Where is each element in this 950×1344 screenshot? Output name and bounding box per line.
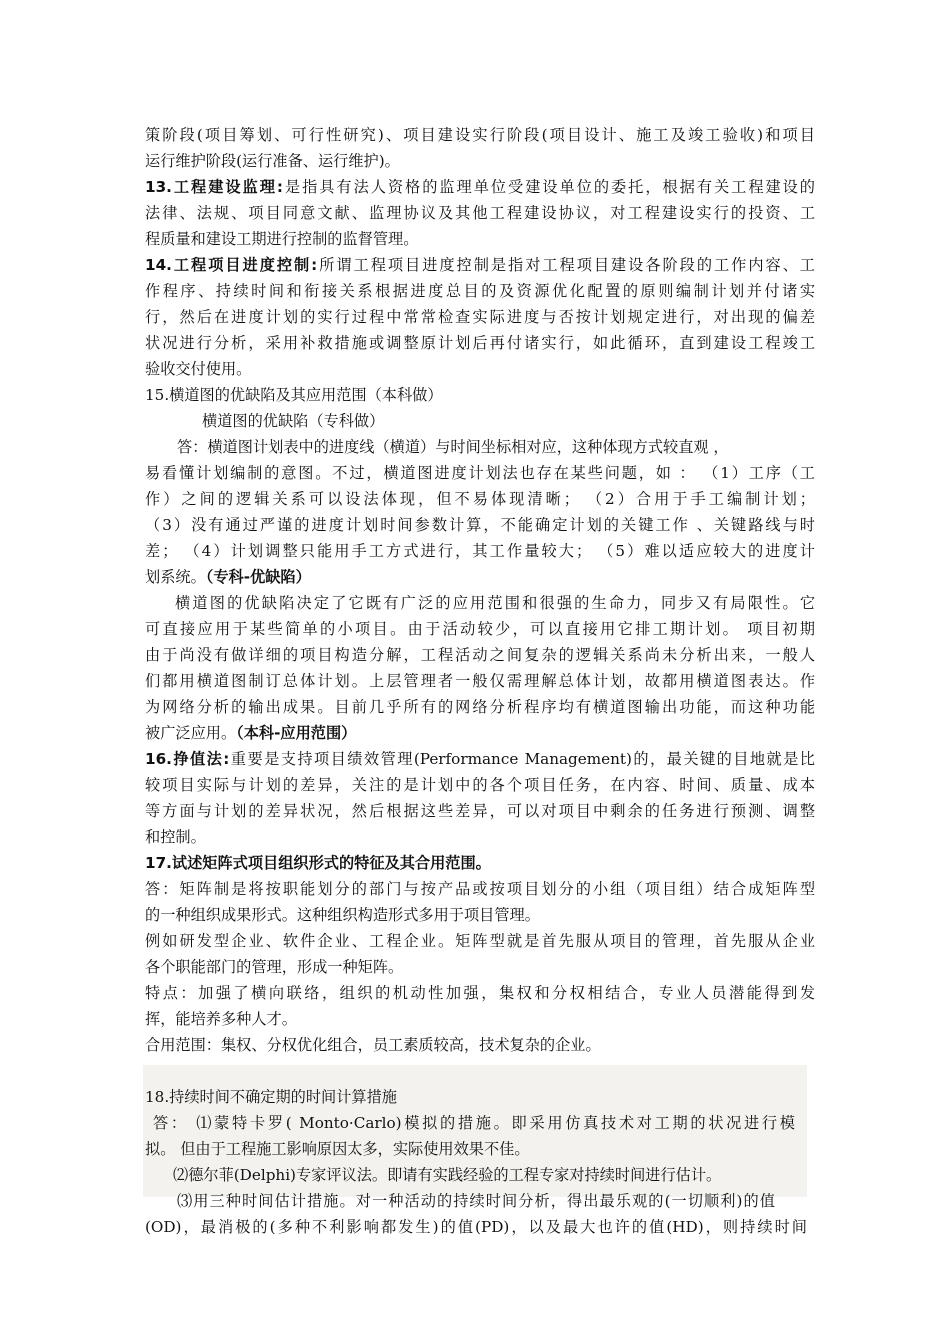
- text-line: [145, 616, 815, 642]
- line-text: 是指具有法人资格的监理单位受建设单位的委托，根据有关工程建设的: [282, 178, 815, 196]
- line-text: 答：矩阵制是将按职能划分的部门与按产品或按项目划分的小组（项目组）结合成矩阵型: [145, 880, 815, 898]
- text-line: [145, 1214, 807, 1240]
- line-text: 答： ⑴蒙特卡罗( Monto·Carlo)模拟的措施。即采用仿真技术对工期的状况进行模: [153, 1114, 795, 1132]
- line-text: （3）没有通过严谨的进度计划时间参数计算，不能确定计划的关键工作 、关键路线与时: [145, 516, 815, 534]
- line-text: 差； （4）计划调整只能用手工方式进行，其工作量较大； （5）难以适应较大的进度计: [145, 542, 815, 560]
- line-text: 15.横道图的优缺陷及其应用范围（本科做）: [145, 386, 443, 404]
- line-text: 由于尚没有做详细的项目构造分解，工程活动之间复杂的逻辑关系尚未分析出来，一般人: [145, 646, 815, 664]
- line-text: 的一种组织成果形式。这种组织构造形式多用于项目管理。: [145, 906, 540, 924]
- line-text: 18.持续时间不确定期的时间计算措施: [145, 1088, 397, 1106]
- line-text: 法律、法规、项目同意文献、监理协议及其他工程建设协议，对工程建设实行的投资、工: [145, 204, 815, 222]
- line-text: 易看懂计划编制的意图。不过，横道图进度计划法也存在某些问题，如 ： （1）工序（工: [145, 464, 815, 482]
- heading-term: 17.试述矩阵式项目组织形式的特征及其合用范围。: [145, 854, 491, 872]
- line-text: 策阶段(项目筹划、可行性研究)、项目建设实行阶段(项目设计、施工及竣工验收)和项目: [145, 126, 815, 144]
- text-line: [145, 278, 815, 304]
- line-text: 们都用横道图制订总体计划。上层管理者一般仅需理解总体计划，故都用横道图表达。作: [145, 672, 815, 690]
- text-line: [153, 1110, 795, 1136]
- line-text: 作）之间的逻辑关系可以设法体现，但不易体现清晰； （2）合用于手工编制计划；: [145, 490, 815, 508]
- line-text: 答：横道图计划表中的进度线（横道）与时间坐标相对应，这种体现方式较直观 ，: [177, 438, 729, 456]
- text-line: [175, 590, 815, 616]
- text-line: [145, 1006, 815, 1032]
- line-text: 验收交付使用。: [145, 360, 252, 378]
- bold-note: （本科-应用范围）: [236, 724, 357, 742]
- line-text: ⑵德尔菲(Delphi)专家评议法。即请有实践经验的工程专家对持续时间进行估计。: [173, 1166, 722, 1184]
- text-line: [145, 512, 815, 538]
- bold-note: （专科-优缺陷）: [205, 568, 311, 586]
- line-text: 为网络分析的输出成果。目前几乎所有的网络分析程序均有横道图输出功能，而这种功能: [145, 698, 815, 716]
- text-line: [145, 486, 815, 512]
- line-text: 较项目实际与计划的差异，关注的是计划中的各个项目任务，在内容、时间、质量、成本: [145, 776, 815, 794]
- line-text: 合用范围：集权、分权优化组合，员工素质较高，技术复杂的企业。: [145, 1036, 601, 1054]
- heading-term: 14.工程项目进度控制:: [145, 256, 318, 274]
- line-text: 各个职能部门的管理，形成一种矩阵。: [145, 958, 404, 976]
- line-text: 特点：加强了横向联络，组织的机动性加强，集权和分权相结合，专业人员潜能得到发: [145, 984, 815, 1002]
- text-line: [145, 694, 815, 720]
- text-line: [145, 876, 815, 902]
- text-line: [145, 200, 815, 226]
- line-text: 等方面与计划的差异状况，然后根据这些差异，可以对项目中剩余的任务进行预测、调整: [145, 802, 815, 820]
- text-line: [145, 564, 815, 590]
- text-line: [173, 1162, 815, 1188]
- text-line: [145, 252, 815, 278]
- text-line: [145, 148, 815, 174]
- text-line: [145, 538, 815, 564]
- text-line: [145, 850, 815, 876]
- line-text: 划系统。: [145, 568, 206, 586]
- line-text: 横道图的优缺陷（专科做）: [202, 412, 385, 430]
- text-line: [145, 1084, 815, 1110]
- line-text: 所谓工程项目进度控制是指对工程项目建设各阶段的工作内容、工: [317, 256, 815, 274]
- line-text: ⑶用三种时间估计措施。对一种活动的持续时间分析，得出最乐观的(一切顺利)的值: [177, 1192, 775, 1210]
- text-line: [145, 746, 815, 772]
- text-line: [145, 304, 815, 330]
- text-line: [145, 356, 815, 382]
- text-line: [145, 330, 815, 356]
- line-text: 行，然后在进度计划的实行过程中常常检查实际进度与否按计划规定进行，对出现的偏差: [145, 308, 815, 326]
- line-text: 程质量和建设工期进行控制的监督管理。: [145, 230, 419, 248]
- line-text: 横道图的优缺陷决定了它既有广泛的应用范围和很强的生命力，同步又有局限性。它: [175, 594, 815, 612]
- text-line: [145, 642, 815, 668]
- heading-term: 16.挣值法:: [145, 750, 230, 768]
- text-line: [145, 772, 815, 798]
- text-line: [145, 122, 815, 148]
- line-text: 作程序、持续时间和衔接关系根据进度总目的及资源优化配置的原则编制计划并付诸实: [145, 282, 815, 300]
- text-line: [145, 1136, 815, 1162]
- text-line: [145, 174, 815, 200]
- text-line: [145, 1058, 815, 1084]
- text-line: [177, 434, 815, 460]
- line-text: 例如研发型企业、软件企业、工程企业。矩阵型就是首先服从项目的管理，首先服从企业: [145, 932, 815, 950]
- text-line: [145, 954, 815, 980]
- line-text: 和控制。: [145, 828, 206, 846]
- text-line: [145, 460, 815, 486]
- line-text: 可直接应用于某些简单的小项目。由于活动较少，可以直接用它排工期计划。 项目初期: [145, 620, 815, 638]
- text-line: [145, 902, 815, 928]
- text-line: [145, 668, 815, 694]
- line-text: 重要是支持项目绩效管理(Performance Management)的，最关键的目地就是比: [229, 750, 815, 768]
- text-line: [145, 798, 815, 824]
- line-text: 挥，能培养多种人才。: [145, 1010, 297, 1028]
- heading-term: 13.工程建设监理:: [145, 178, 283, 196]
- text-line: [177, 1188, 775, 1214]
- line-text: (OD)，最消极的(多种不利影响都发生)的值(PD)，以及最大也许的值(HD)，则持续时间: [145, 1218, 807, 1236]
- line-text: 拟。 但由于工程施工影响原因太多，实际使用效果不佳。: [145, 1140, 530, 1158]
- text-line: [145, 1032, 815, 1058]
- text-line: [202, 408, 815, 434]
- line-text: 状况进行分析，采用补救措施或调整原计划后再付诸实行，如此循环，直到建设工程竣工: [145, 334, 815, 352]
- line-text: 被广泛应用。: [145, 724, 237, 742]
- text-line: [145, 720, 815, 746]
- text-line: [145, 382, 815, 408]
- text-line: [145, 824, 815, 850]
- text-line: [145, 980, 815, 1006]
- text-line: [145, 928, 815, 954]
- text-line: [145, 226, 815, 252]
- line-text: 运行维护阶段(运行准备、运行维护)。: [145, 152, 400, 170]
